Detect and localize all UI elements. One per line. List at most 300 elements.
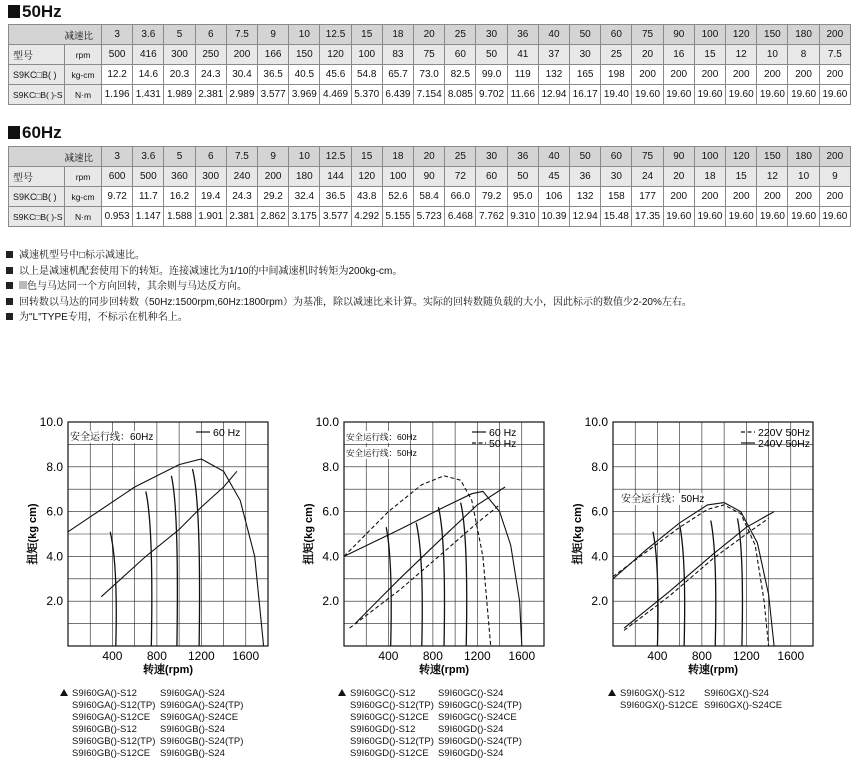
rpm-cell: 9 <box>819 167 850 187</box>
safe-line-annotation: 安全运行线：60Hz <box>70 432 154 443</box>
model-text: S9I60GD()-S12CE <box>350 748 429 759</box>
ratio-label: 减速比 <box>9 25 102 45</box>
model-text: S9I60GD()-S24 <box>438 748 504 759</box>
y-tick-label: 6.0 <box>46 504 63 519</box>
model-text: S9I60GX()-S12 <box>620 688 685 699</box>
y-tick-label: 8.0 <box>46 459 63 474</box>
ratio-cell: 50 <box>570 25 601 45</box>
torque-nm-cell: 3.175 <box>289 207 320 227</box>
model-text: S9I60GD()-S12 <box>350 724 416 735</box>
ratio-cell: 20 <box>414 147 445 167</box>
y-axis-label: 扭矩(kg cm) <box>572 503 584 565</box>
torque-nm-cell: 0.953 <box>102 207 133 227</box>
rpm-cell: 72 <box>445 167 476 187</box>
ratio-cell: 100 <box>694 147 725 167</box>
rpm-cell: 250 <box>195 45 226 65</box>
torque-nm-cell: 1.989 <box>164 85 195 105</box>
torque-kgcm-cell: 200 <box>663 187 694 207</box>
model-item <box>152 748 243 760</box>
model-list-3 <box>608 688 782 712</box>
model-text: S9I60GC()-S12(TP) <box>350 700 434 711</box>
plot-area <box>613 422 813 646</box>
ratio-curve <box>416 523 422 646</box>
torque-kgcm-cell: 45.6 <box>320 65 351 85</box>
rpm-cell: 200 <box>258 167 289 187</box>
torque-kgcm-cell: 36.5 <box>320 187 351 207</box>
model-list-2 <box>338 688 522 760</box>
bullet-icon <box>6 251 13 258</box>
ratio-cell: 3.6 <box>133 25 164 45</box>
torque-kgcm-cell: 132 <box>538 65 569 85</box>
note-text: 为"L"TYPE专用，不标示在机种名上。 <box>19 312 188 323</box>
bullet-icon <box>6 313 13 320</box>
torque-nm-cell: 3.969 <box>289 85 320 105</box>
torque-nm-cell: 19.60 <box>788 207 819 227</box>
model-item <box>60 688 152 700</box>
torque-nm-cell: 1.431 <box>133 85 164 105</box>
rpm-cell: 360 <box>164 167 195 187</box>
rpm-cell: 166 <box>258 45 289 65</box>
rpm-cell: 83 <box>382 45 413 65</box>
triangle-marker-icon <box>608 689 616 696</box>
ratio-cell: 30 <box>476 147 507 167</box>
torque-kgcm-cell: 82.5 <box>445 65 476 85</box>
model-item <box>698 688 782 700</box>
model-text: S9I60GC()-S12 <box>350 688 416 699</box>
torque-kgcm-cell: 95.0 <box>507 187 538 207</box>
spec-table-60hz <box>8 146 851 227</box>
ratio-cell: 18 <box>382 147 413 167</box>
series-line <box>68 459 264 646</box>
torque-kgcm-cell: 9.72 <box>102 187 133 207</box>
rpm-cell: 45 <box>538 167 569 187</box>
x-tick-label: 1200 <box>187 649 215 663</box>
torque-nm-cell: 11.66 <box>507 85 538 105</box>
model-text: S9I60GA()-S24(TP) <box>160 700 244 711</box>
model-item <box>430 712 522 724</box>
model-text: S9I60GA()-S24 <box>160 688 225 699</box>
model-column <box>430 688 522 760</box>
ratio-curve <box>192 469 199 646</box>
ratio-label: 减速比 <box>9 147 102 167</box>
y-axis-label: 扭矩(kg cm) <box>27 503 39 565</box>
x-tick-label: 400 <box>102 649 123 663</box>
torque-kgcm-cell: 20.3 <box>164 65 195 85</box>
model-text: S9I60GB()-S24 <box>160 748 225 759</box>
model-item <box>338 748 430 760</box>
ratio-cell: 25 <box>445 25 476 45</box>
model-item <box>60 700 156 712</box>
ratio-cell: 5 <box>164 25 195 45</box>
model-column <box>338 688 434 760</box>
rpm-cell: 20 <box>663 167 694 187</box>
model-text: S9I60GX()-S24CE <box>704 700 783 711</box>
ratio-cell: 3 <box>102 147 133 167</box>
rpm-cell: 12 <box>726 45 757 65</box>
section-title-50hz <box>8 2 62 22</box>
torque-nm-cell: 3.577 <box>258 85 289 105</box>
torque-nm-cell: 1.901 <box>195 207 226 227</box>
torque-nm-cell: 1.588 <box>164 207 195 227</box>
torque-kgcm-cell: 65.7 <box>382 65 413 85</box>
model-column <box>608 688 698 712</box>
y-tick-label: 6.0 <box>591 504 608 519</box>
model-text: S9I60GA()-S12CE <box>72 712 151 723</box>
torque-nm-cell: 1.196 <box>102 85 133 105</box>
model-label: 型号 <box>9 45 65 65</box>
bullet-icon <box>6 282 13 289</box>
torque-kgcm-row <box>9 187 851 207</box>
x-tick-label: 1600 <box>508 649 536 663</box>
triangle-marker-icon <box>338 689 346 696</box>
torque-kgcm-cell: 14.6 <box>133 65 164 85</box>
rpm-cell: 20 <box>632 45 663 65</box>
plot-area <box>68 422 268 646</box>
rpm-cell: 120 <box>320 45 351 65</box>
ratio-cell: 40 <box>538 25 569 45</box>
ratio-cell: 15 <box>351 147 382 167</box>
torque-nm-cell: 5.370 <box>351 85 382 105</box>
ratio-cell: 180 <box>788 147 819 167</box>
torque-kgcm-cell: 54.8 <box>351 65 382 85</box>
rpm-cell: 25 <box>601 45 632 65</box>
torque-nm-cell: 19.60 <box>694 207 725 227</box>
torque-kgcm-cell: 200 <box>694 187 725 207</box>
torque-kgcm-cell: 200 <box>726 65 757 85</box>
rpm-cell: 600 <box>102 167 133 187</box>
torque-kgcm-cell: 165 <box>570 65 601 85</box>
ratio-row <box>9 147 851 167</box>
model-text: S9I60GC()-S12CE <box>350 712 429 723</box>
ratio-curve <box>438 507 444 646</box>
x-tick-label: 1200 <box>463 649 491 663</box>
y-tick-label: 10.0 <box>315 415 339 429</box>
torque-kgcm-cell: 36.5 <box>258 65 289 85</box>
torque-kgcm-cell: 200 <box>788 65 819 85</box>
ratio-cell: 7.5 <box>226 147 257 167</box>
grey-swatch-icon <box>19 281 27 289</box>
torque-nm-cell: 19.60 <box>788 85 819 105</box>
rpm-cell: 50 <box>476 45 507 65</box>
torque-kgcm-cell: 200 <box>757 187 788 207</box>
ratio-cell: 75 <box>632 25 663 45</box>
safe-line-annotation: 安全运行线：60Hz <box>346 432 417 442</box>
ratio-cell: 18 <box>382 25 413 45</box>
torque-nm-cell: 19.60 <box>726 207 757 227</box>
rpm-cell: 200 <box>226 45 257 65</box>
torque-kgcm-cell: 40.5 <box>289 65 320 85</box>
torque-nm-cell: 2.381 <box>226 207 257 227</box>
y-tick-label: 8.0 <box>591 459 608 474</box>
torque-kgcm-cell: 58.4 <box>414 187 445 207</box>
torque-kgcm-row <box>9 65 851 85</box>
note-2 <box>6 264 692 280</box>
note-5 <box>6 310 692 326</box>
model-item <box>152 736 243 748</box>
model-item <box>60 724 152 736</box>
x-tick-label: 400 <box>378 649 399 663</box>
section-title-text: 50Hz <box>22 2 62 21</box>
ratio-cell: 90 <box>663 147 694 167</box>
ratio-cell: 36 <box>507 25 538 45</box>
triangle-marker-icon <box>60 689 68 696</box>
torque-nm-cell: 19.60 <box>757 85 788 105</box>
rpm-cell: 41 <box>507 45 538 65</box>
torque-nm-cell: 19.60 <box>726 85 757 105</box>
legend-label: 50 Hz <box>489 438 517 450</box>
torque-nm-cell: 6.468 <box>445 207 476 227</box>
x-tick-label: 1600 <box>232 649 260 663</box>
ratio-curve <box>171 476 177 646</box>
ratio-cell: 30 <box>476 25 507 45</box>
rpm-cell: 144 <box>320 167 351 187</box>
torque-nm-cell: 6.439 <box>382 85 413 105</box>
model-item <box>430 688 522 700</box>
model-text: S9I60GB()-S12(TP) <box>72 736 156 747</box>
rpm-cell: 30 <box>570 45 601 65</box>
model-text: S9I60GD()-S24(TP) <box>438 736 522 747</box>
ratio-cell: 180 <box>788 25 819 45</box>
ratio-cell: 6 <box>195 147 226 167</box>
rpm-cell: 500 <box>102 45 133 65</box>
model-item <box>608 700 698 712</box>
rpm-label: rpm <box>65 167 102 187</box>
torque-kgcm-cell: 200 <box>726 187 757 207</box>
model-text: S9I60GB()-S12 <box>72 724 137 735</box>
model-text: S9I60GA()-S12(TP) <box>72 700 156 711</box>
ratio-cell: 3.6 <box>133 147 164 167</box>
torque-kgcm-cell: 16.2 <box>164 187 195 207</box>
ratio-cell: 90 <box>663 25 694 45</box>
bullet-icon <box>6 267 13 274</box>
torque-kgcm-cell: 29.2 <box>258 187 289 207</box>
spec-table-50hz <box>8 24 851 105</box>
torque-nm-cell: 8.085 <box>445 85 476 105</box>
model-text: S9I60GB()-S24 <box>160 724 225 735</box>
model-item <box>60 748 152 760</box>
ratio-cell: 100 <box>694 25 725 45</box>
torque-nm-row <box>9 85 851 105</box>
note-text: 以上是减速机配套使用下的转矩。连接减速比为1/10的中间减速机时转矩为200kg-cm。 <box>19 265 403 277</box>
ratio-row <box>9 25 851 45</box>
model-text: S9I60GB()-S24(TP) <box>160 736 244 747</box>
torque-chart-3 <box>565 408 827 676</box>
ratio-cell: 20 <box>414 25 445 45</box>
ratio-cell: 10 <box>289 147 320 167</box>
model-name-2: S9KC□B( )-S <box>9 85 65 105</box>
torque-nm-cell: 19.60 <box>819 85 850 105</box>
rpm-cell: 24 <box>632 167 663 187</box>
torque-kgcm-cell: 52.6 <box>382 187 413 207</box>
section-title-text: 60Hz <box>22 123 62 142</box>
legend-label: 240V 50Hz <box>758 438 810 450</box>
model-item <box>338 700 434 712</box>
unit-nm: N·m <box>65 207 102 227</box>
torque-nm-cell: 5.155 <box>382 207 413 227</box>
torque-kgcm-cell: 200 <box>788 187 819 207</box>
legend-label: 60 Hz <box>489 427 517 439</box>
series-line <box>624 518 769 630</box>
torque-nm-cell: 10.39 <box>538 207 569 227</box>
y-tick-label: 8.0 <box>322 459 339 474</box>
x-tick-label: 800 <box>691 649 712 663</box>
torque-kgcm-cell: 12.2 <box>102 65 133 85</box>
model-name-1: S9KC□B( ) <box>9 65 65 85</box>
model-text: S9I60GD()-S12(TP) <box>350 736 434 747</box>
ratio-cell: 40 <box>538 147 569 167</box>
ratio-cell: 120 <box>726 147 757 167</box>
rpm-cell: 90 <box>414 167 445 187</box>
ratio-cell: 36 <box>507 147 538 167</box>
torque-nm-cell: 2.862 <box>258 207 289 227</box>
ratio-cell: 25 <box>445 147 476 167</box>
rpm-cell: 120 <box>351 167 382 187</box>
rpm-cell: 15 <box>726 167 757 187</box>
rpm-row <box>9 45 851 65</box>
y-tick-label: 6.0 <box>322 504 339 519</box>
model-item <box>152 724 243 736</box>
y-tick-label: 4.0 <box>322 549 339 564</box>
note-text: 色与马达同一个方向回转，其余则与马达反方向。 <box>27 281 247 292</box>
x-axis-label: 转速(rpm) <box>687 664 739 676</box>
torque-nm-cell: 19.60 <box>663 207 694 227</box>
torque-nm-cell: 2.381 <box>195 85 226 105</box>
model-text: S9I60GX()-S24 <box>704 688 769 699</box>
ratio-cell: 60 <box>601 25 632 45</box>
model-name-1: S9KC□B( ) <box>9 187 65 207</box>
ratio-cell: 10 <box>289 25 320 45</box>
square-bullet-icon <box>8 126 20 139</box>
x-tick-label: 1200 <box>732 649 760 663</box>
torque-kgcm-cell: 24.3 <box>195 65 226 85</box>
torque-kgcm-cell: 73.0 <box>414 65 445 85</box>
rpm-label: rpm <box>65 45 102 65</box>
torque-kgcm-cell: 30.4 <box>226 65 257 85</box>
x-axis-label: 转速(rpm) <box>418 664 470 676</box>
ratio-cell: 200 <box>819 25 850 45</box>
ratio-cell: 60 <box>601 147 632 167</box>
torque-kgcm-cell: 19.4 <box>195 187 226 207</box>
ratio-cell: 150 <box>757 25 788 45</box>
model-column <box>698 688 782 712</box>
rpm-cell: 416 <box>133 45 164 65</box>
note-1 <box>6 248 692 264</box>
ratio-curve <box>146 491 152 646</box>
ratio-cell: 75 <box>632 147 663 167</box>
series-line <box>613 505 769 646</box>
torque-nm-cell: 15.48 <box>601 207 632 227</box>
model-column <box>60 688 156 760</box>
torque-nm-cell: 7.154 <box>414 85 445 105</box>
model-item <box>338 736 434 748</box>
note-text: 回转数以马达的同步回转数（50Hz:1500rpm,60Hz:1800rpm）为基准，除以减速比来计算。实际的回转数随负载的大小，因此标示的数值少2-20%左右。 <box>19 296 692 308</box>
model-item <box>152 688 243 700</box>
torque-kgcm-cell: 200 <box>819 187 850 207</box>
square-bullet-icon <box>8 5 20 18</box>
ratio-cell: 150 <box>757 147 788 167</box>
rpm-cell: 100 <box>351 45 382 65</box>
section-title-60hz <box>8 123 62 143</box>
safe-line-annotation: 安全运行线：50Hz <box>621 494 705 505</box>
ratio-cell: 12.5 <box>320 25 351 45</box>
torque-kgcm-cell: 200 <box>663 65 694 85</box>
y-axis-label: 扭矩(kg cm) <box>303 503 315 565</box>
ratio-cell: 3 <box>102 25 133 45</box>
safe-line-annotation: 安全运行线：50Hz <box>346 448 417 458</box>
torque-kgcm-cell: 177 <box>632 187 663 207</box>
ratio-curve <box>110 532 116 646</box>
ratio-curve <box>461 503 467 646</box>
ratio-cell: 6 <box>195 25 226 45</box>
ratio-curve <box>711 521 716 646</box>
rpm-cell: 240 <box>226 167 257 187</box>
rpm-cell: 8 <box>788 45 819 65</box>
torque-kgcm-cell: 200 <box>757 65 788 85</box>
rpm-cell: 60 <box>445 45 476 65</box>
x-tick-label: 1600 <box>777 649 805 663</box>
torque-kgcm-cell: 200 <box>632 65 663 85</box>
torque-kgcm-cell: 11.7 <box>133 187 164 207</box>
rpm-cell: 18 <box>694 167 725 187</box>
rpm-cell: 300 <box>164 45 195 65</box>
rpm-cell: 15 <box>694 45 725 65</box>
torque-kgcm-cell: 158 <box>601 187 632 207</box>
rpm-cell: 12 <box>757 167 788 187</box>
model-item <box>60 712 152 724</box>
legend-label: 220V 50Hz <box>758 427 810 439</box>
series-line <box>624 512 774 628</box>
y-tick-label: 4.0 <box>591 549 608 564</box>
torque-kgcm-cell: 200 <box>819 65 850 85</box>
ratio-cell: 12.5 <box>320 147 351 167</box>
torque-nm-cell: 19.60 <box>819 207 850 227</box>
torque-nm-cell: 19.60 <box>694 85 725 105</box>
rpm-cell: 75 <box>414 45 445 65</box>
rpm-cell: 150 <box>289 45 320 65</box>
ratio-cell: 9 <box>258 25 289 45</box>
ratio-cell: 200 <box>819 147 850 167</box>
model-text: S9I60GC()-S24CE <box>438 712 517 723</box>
torque-kgcm-cell: 119 <box>507 65 538 85</box>
model-item <box>338 688 430 700</box>
rpm-cell: 10 <box>788 167 819 187</box>
bullet-icon <box>6 298 13 305</box>
rpm-cell: 100 <box>382 167 413 187</box>
model-item <box>608 688 698 700</box>
rpm-cell: 180 <box>289 167 320 187</box>
torque-kgcm-cell: 99.0 <box>476 65 507 85</box>
x-tick-label: 400 <box>647 649 668 663</box>
torque-kgcm-cell: 132 <box>570 187 601 207</box>
model-text: S9I60GX()-S12CE <box>620 700 699 711</box>
torque-nm-cell: 19.40 <box>601 85 632 105</box>
torque-nm-cell: 19.60 <box>663 85 694 105</box>
rpm-cell: 16 <box>663 45 694 65</box>
rpm-cell: 10 <box>757 45 788 65</box>
torque-nm-cell: 9.310 <box>507 207 538 227</box>
model-text: S9I60GB()-S12CE <box>72 748 151 759</box>
torque-nm-cell: 12.94 <box>538 85 569 105</box>
torque-nm-cell: 17.35 <box>632 207 663 227</box>
model-item <box>60 736 156 748</box>
model-item <box>430 724 522 736</box>
model-text: S9I60GA()-S12 <box>72 688 137 699</box>
torque-nm-cell: 3.577 <box>320 207 351 227</box>
rpm-cell: 37 <box>538 45 569 65</box>
model-item <box>698 700 782 712</box>
rpm-cell: 7.5 <box>819 45 850 65</box>
torque-kgcm-cell: 106 <box>538 187 569 207</box>
